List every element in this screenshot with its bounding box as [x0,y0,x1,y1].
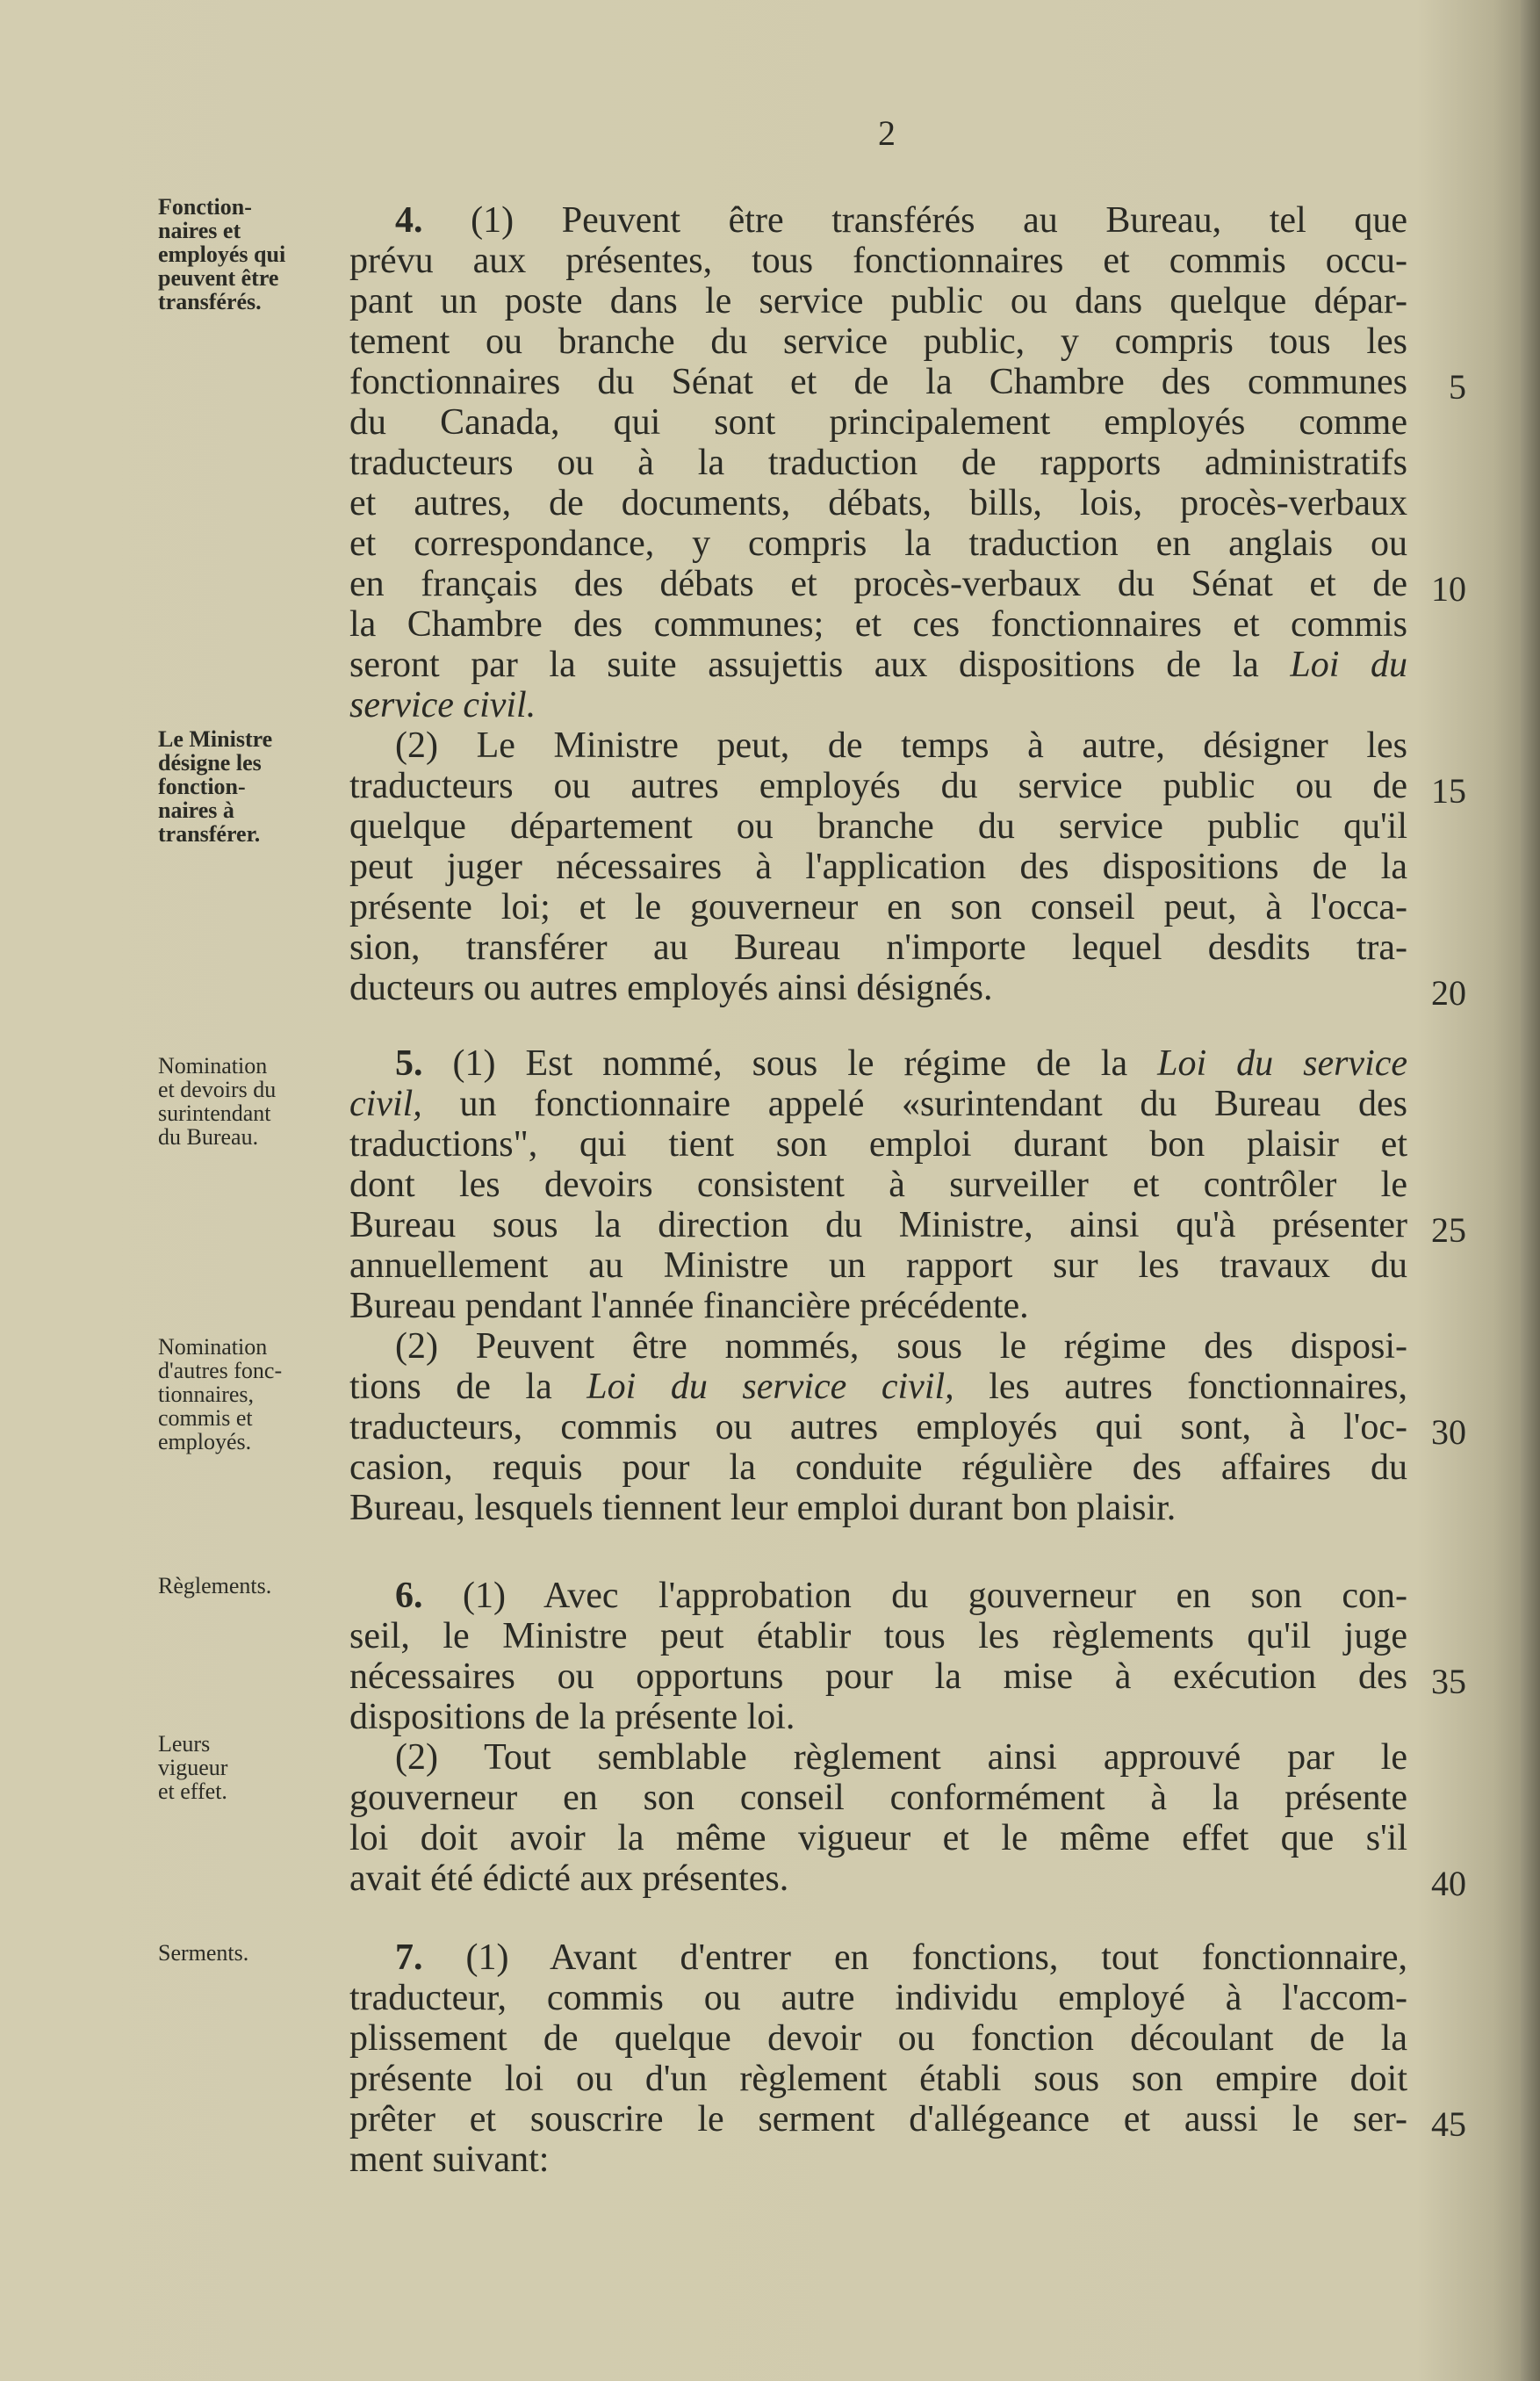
margin-note-s6-1 [158,1574,334,1598]
body-line: et autres, de documents, débats, bills, lois, procès-verbaux [349,483,1407,523]
margin-note-s5-1 [158,1054,334,1149]
body-line: (2) Peuvent être nommés, sous le régime des disposi- [395,1326,1407,1367]
margin-note-line: vigueur [158,1755,228,1780]
body-line: du Canada, qui sont principalement employés comme [349,402,1407,443]
body-line: traducteurs ou autres employés du service public ou de [349,766,1407,806]
book-spine-shadow [1521,0,1540,2381]
body-line: la Chambre des communes; et ces fonctionnaires et commis [349,604,1407,645]
margin-note-line: du Bureau. [158,1124,259,1150]
body-text: (1) Avant d'entrer en fonctions, tout fonctionnaire, [465,1937,1407,1978]
body-line [349,645,1407,685]
margin-note-line: d'autres fonc- [158,1358,283,1383]
margin-note-line: Leurs [158,1731,211,1757]
margin-note-line: naires et [158,218,241,243]
section-number: 6. [395,1576,423,1616]
margin-note-s7-1 [158,1941,334,1965]
body-line: dispositions de la présente loi. [349,1697,795,1737]
body-text: (1) Avec l'approbation du gouverneur en son con- [462,1576,1407,1616]
margin-note-line: Nomination [158,1053,268,1079]
body-line: Bureau pendant l'année financière précédente. [349,1286,1029,1326]
body-text: (1) Est nommé, sous le régime de la [452,1043,1128,1084]
margin-note-s5-2 [158,1335,334,1454]
body-text: seront par la suite assujettis aux dispositions de la [349,645,1259,685]
body-line: pant un poste dans le service public ou dans quelque dépar- [349,281,1407,321]
body-line: présente loi ou d'un règlement établi sous son empire doit [349,2059,1407,2099]
body-text: un fonctionnaire appelé «surintendant du Bureau des [459,1084,1407,1124]
body-line: prévu aux présentes, tous fonctionnaires et commis occu- [349,241,1407,281]
body-line [395,1937,1407,1978]
line-number: 30 [1431,1412,1466,1452]
margin-note-line: Le Ministre [158,726,273,752]
italic-title: civil, [349,1084,422,1124]
body-line: nécessaires ou opportuns pour la mise à exécution des [349,1656,1407,1697]
margin-note-line: Fonction- [158,194,252,220]
body-line: traducteurs, commis ou autres employés qui sont, à l'oc- [349,1407,1407,1447]
section-number: 5. [395,1043,423,1084]
margin-note-s4-2 [158,727,334,846]
margin-note-line: tionnaires, [158,1382,255,1407]
margin-note-line: et devoirs du [158,1077,277,1102]
body-line: traductions", qui tient son emploi durant bon plaisir et [349,1124,1407,1165]
body-line: présente loi; et le gouverneur en son conseil peut, à l'occa- [349,887,1407,927]
line-number: 40 [1431,1864,1466,1903]
line-number: 5 [1449,367,1466,407]
body-line [349,1367,1407,1407]
body-line: fonctionnaires du Sénat et de la Chambre des communes [349,362,1407,402]
body-line: plissement de quelque devoir ou fonction découlant de la [349,2018,1407,2059]
margin-note-line: naires à [158,797,234,823]
body-line: loi doit avoir la même vigueur et le même effet que s'il [349,1818,1407,1858]
margin-note-line: peuvent être [158,265,279,291]
page-number: 2 [878,113,896,153]
margin-note-line: employés qui [158,242,286,267]
line-number: 10 [1431,569,1466,609]
body-line [395,200,1407,241]
body-line: service civil. [349,685,536,725]
body-line: quelque département ou branche du service public qu'il [349,806,1407,847]
body-line: casion, requis pour la conduite régulière des affaires du [349,1447,1407,1488]
body-line: Bureau, lesquels tiennent leur emploi durant bon plaisir. [349,1488,1177,1528]
margin-note-line: transférer. [158,821,261,847]
margin-note-s4-1 [158,195,334,314]
margin-note-line: Règlements. [158,1573,272,1598]
body-line: seil, le Ministre peut établir tous les règlements qu'il juge [349,1616,1407,1656]
body-text: les autres fonctionnaires, [989,1367,1407,1407]
line-number: 15 [1431,771,1466,811]
body-line: sion, transférer au Bureau n'importe lequel desdits tra- [349,927,1407,968]
body-line [395,1043,1407,1084]
body-line: Bureau sous la direction du Ministre, ainsi qu'à présenter [349,1205,1407,1245]
body-line: et correspondance, y compris la traduction en anglais ou [349,523,1407,564]
body-line: ment suivant: [349,2139,550,2180]
body-line: traducteur, commis ou autre individu employé à l'accom- [349,1978,1407,2018]
margin-note-line: désigne les [158,750,262,776]
section-number: 7. [395,1937,423,1978]
margin-note-s6-2 [158,1732,334,1803]
body-line: gouverneur en son conseil conformément à la présente [349,1778,1407,1818]
body-text: (1) Peuvent être transférés au Bureau, tel que [471,200,1407,241]
body-line: dont les devoirs consistent à surveiller et contrôler le [349,1165,1407,1205]
body-line: peut juger nécessaires à l'application des dispositions de la [349,847,1407,887]
italic-title: Loi du [1290,645,1408,685]
line-number: 25 [1431,1210,1466,1250]
body-line: (2) Le Ministre peut, de temps à autre, désigner les [395,725,1407,766]
body-line: ducteurs ou autres employés ainsi désignés. [349,968,993,1008]
margin-note-line: Nomination [158,1334,268,1360]
body-line: prêter et souscrire le serment d'allégeance et aussi le ser- [349,2099,1407,2139]
line-number: 20 [1431,973,1466,1013]
body-line: annuellement au Ministre un rapport sur les travaux du [349,1245,1407,1286]
italic-title: Loi du service civil, [586,1367,954,1407]
margin-note-line: Serments. [158,1940,249,1966]
line-number: 45 [1431,2104,1466,2144]
margin-note-line: transférés. [158,289,262,314]
margin-note-line: et effet. [158,1779,227,1804]
body-line [349,1084,1407,1124]
line-number: 35 [1431,1662,1466,1701]
margin-note-line: fonction- [158,774,246,799]
italic-title: Loi du service [1157,1043,1408,1084]
body-line [395,1576,1407,1616]
margin-note-line: commis et [158,1405,253,1431]
body-line: en français des débats et procès-verbaux du Sénat et de [349,564,1407,604]
body-text: tions de la [349,1367,552,1407]
body-line: traducteurs ou à la traduction de rapports administratifs [349,443,1407,483]
margin-note-line: employés. [158,1429,252,1454]
body-line: avait été édicté aux présentes. [349,1858,789,1899]
margin-note-line: surintendant [158,1100,271,1126]
body-line: (2) Tout semblable règlement ainsi approuvé par le [395,1737,1407,1778]
section-number: 4. [395,200,423,241]
body-line: tement ou branche du service public, y compris tous les [349,321,1407,362]
